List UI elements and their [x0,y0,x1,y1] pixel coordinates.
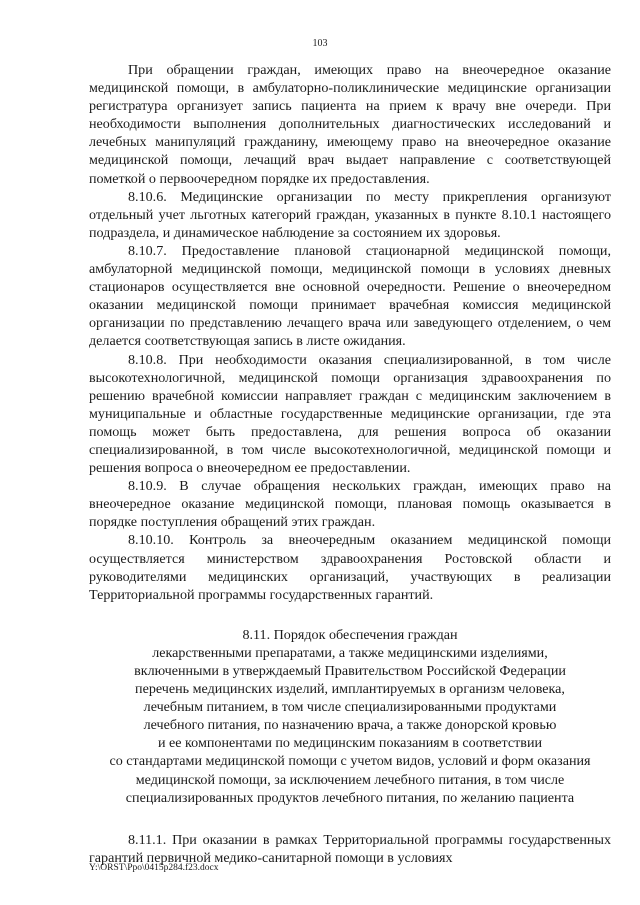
paragraph-8-10-8: 8.10.8. При необходимости оказания специализированной, в том числе высокотехнологичной, медицинской помощи организация здравоохранения по решению врачебной комиссии направляет граждан с медицинским заключением в муниципальные и областные государственные медицинские организации, где эта помощь может быть предоставлена, для решения вопроса об оказании специализированной, в том числе высокотехнологичной, медицинской помощи и решения вопроса о внеочередном ее предоставлении. [89,351,611,477]
heading-line: специализированных продуктов лечебного питания, по желанию пациента [125,789,575,806]
heading-line: перечень медицинских изделий, имплантируемых в организм человека, [135,681,565,698]
paragraph-8-10-6: 8.10.6. Медицинские организации по месту прикрепления организуют отдельный учет льготных категорий граждан, указанных в пункте 8.10.1 настоящего подраздела, и динамическое наблюдение за состоянием их здоровья. [89,188,611,241]
heading-line: 8.11. Порядок обеспечения граждан [242,626,458,643]
heading-line: медицинской помощи, за исключением лечебного питания, в том числе [135,771,565,788]
heading-line: включенными в утверждаемый Правительством Российской Федерации [134,663,566,679]
section-gap [89,807,611,831]
heading-line: со стандартами медицинской помощи с учетом видов, условий и форм оказания [109,753,591,770]
heading-line: лекарственными препаратами, а также медицинскими изделиями, [152,644,548,661]
footer-file-path: Y:\ORST\Ppo\0415p284.f23.docx [89,863,219,873]
heading-line: и ее компонентами по медицинским показаниям в соответствии [157,735,543,752]
document-body [89,61,611,867]
paragraph-8-10-7: 8.10.7. Предоставление плановой стационарной медицинской помощи, амбулаторной медицинской помощи, медицинской помощи в условиях дневных стационаров осуществляется вне основной очередности. Решение о внеочередном оказании медицинской помощи принимает врачебная комиссия медицинской организации по представлению лечащего врача или заведующего отделением, о чем делается соответствующая запись в листе ожидания. [89,242,611,350]
paragraph-8-10-10: 8.10.10. Контроль за внеочередным оказанием медицинской помощи осуществляется министерством здравоохранения Ростовской области и руководителями медицинских организаций, участвующих в реализации Территориальной программы государственных гарантий. [89,532,611,603]
heading-line: лечебным питанием, в том числе специализированными продуктами [143,699,557,716]
paragraph-8-11-1: 8.11.1. При оказании в рамках Территориальной программы государственных гарантий первичной медико-санитарной помощи в условиях [89,831,611,866]
page-number: 103 [312,38,328,49]
paragraph-8-10-9: 8.10.9. В случае обращения нескольких граждан, имеющих право на внеочередное оказание медицинской помощи, плановая помощь оказывается в порядке поступления обращений этих граждан. [89,478,611,531]
section-gap [89,604,611,626]
paragraph-referral: При обращении граждан, имеющих право на внеочередное оказание медицинской помощи, в амбулаторно-поликлинические медицинские организации регистратура организует запись пациента на прием к врачу вне очереди. При необходимости выполнения дополнительных диагностических исследований и лечебных манипуляций гражданину, имеющему право на внеочередное оказание медицинской помощи, лечащий врач выдает направление с соответствующей пометкой о первоочередном порядке их предоставления. [89,62,611,187]
heading-line: лечебного питания, по назначению врача, а также донорской кровью [143,717,557,734]
section-heading-8-11 [89,626,611,807]
